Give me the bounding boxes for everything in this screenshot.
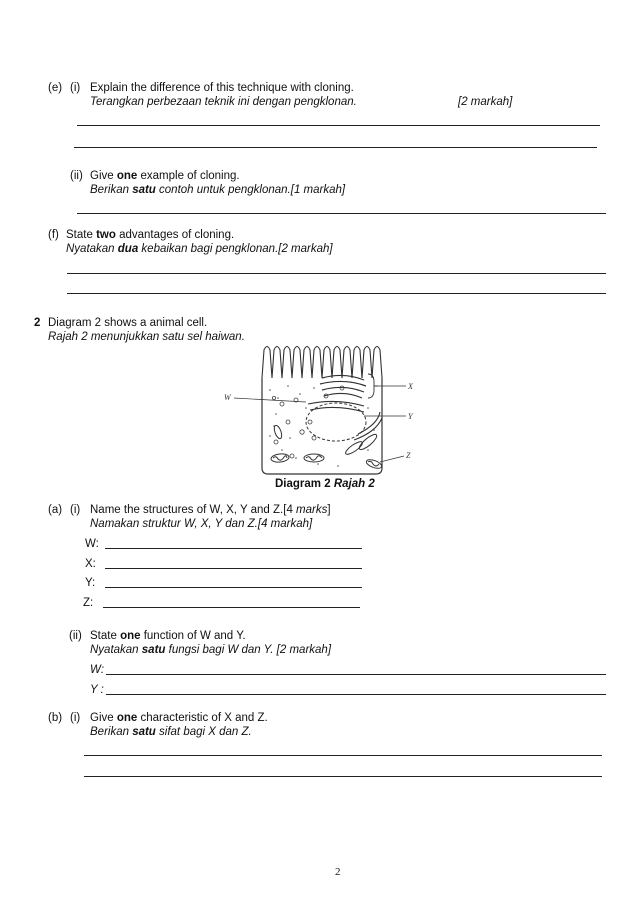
question-2a-ii-label: (ii) [69,630,82,642]
question-2a-label: (a) [48,504,63,516]
question-2b-label: (b) [48,712,63,724]
question-2-text-en: Diagram 2 shows a animal cell. [48,317,208,329]
question-f-label: (f) [48,229,59,241]
question-2a-i-text-ms: Namakan struktur W, X, Y dan Z.[4 markah] [90,518,313,530]
question-2a-ii-text-en: State one function of W and Y. [90,630,246,642]
answer-line[interactable] [67,293,606,294]
question-2b-i-text-en: Give one characteristic of X and Z. [90,712,268,724]
diagram-label-x: X [408,382,413,391]
answer-line[interactable] [84,776,602,777]
question-2a-ii-text-ms: Nyatakan satu fungsi bagi W dan Y. [2 markah] [90,644,332,656]
answer-label-y: Y: [85,577,96,589]
diagram-label-y: Y [408,412,413,421]
answer-label-w: W: [85,538,99,550]
diagram-caption: Diagram 2 Rajah 2 [275,478,375,490]
diagram-label-z: Z [406,451,411,460]
answer-line-x[interactable] [105,568,362,569]
question-2-number: 2 [34,317,41,329]
answer-line-z[interactable] [103,607,360,608]
question-e-ii-text-ms: Berikan satu contoh untuk pengklonan.[1 markah] [90,184,346,196]
answer-line[interactable] [77,125,600,126]
question-e-i-text-ms: Terangkan perbezaan teknik ini dengan pengklonan. [90,96,357,108]
answer-line-function-y[interactable] [106,694,606,695]
animal-cell-diagram [218,338,424,478]
question-f-text-ms: Nyatakan dua kebaikan bagi pengklonan.[2 markah] [66,243,333,255]
question-e-label: (e) [48,82,63,94]
diagram-label-w: W [224,393,231,402]
answer-label-z: Z: [83,597,94,609]
question-e-ii-label: (ii) [70,170,83,182]
question-e-i-text-en: Explain the difference of this technique with cloning. [90,82,354,94]
answer-line[interactable] [84,755,602,756]
answer-line-w[interactable] [105,548,362,549]
question-e-i-marks: [2 markah] [458,96,513,108]
answer-label-function-w: W: [90,664,105,676]
question-2a-i-text-en: Name the structures of W, X, Y and Z.[4 marks] [90,504,331,516]
question-e-i-label: (i) [70,82,81,94]
page-number: 2 [335,866,341,878]
answer-line[interactable] [77,213,606,214]
answer-label-function-y: Y : [90,684,104,696]
question-f-text-en: State two advantages of cloning. [66,229,235,241]
question-2-text-ms: Rajah 2 menunjukkan satu sel haiwan. [48,331,245,343]
answer-line[interactable] [74,147,597,148]
answer-line[interactable] [67,273,606,274]
question-2b-i-text-ms: Berikan satu sifat bagi X dan Z. [90,726,252,738]
question-2b-i-label: (i) [70,712,81,724]
answer-line-function-w[interactable] [106,674,606,675]
question-2a-i-label: (i) [70,504,81,516]
answer-line-y[interactable] [105,587,362,588]
question-e-ii-text-en: Give one example of cloning. [90,170,240,182]
answer-label-x: X: [85,558,96,570]
